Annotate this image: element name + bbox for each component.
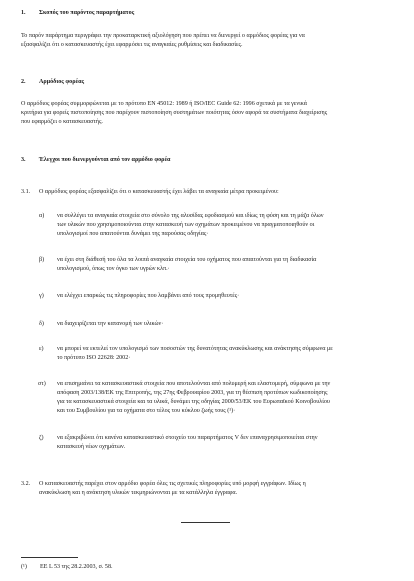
- section-1-number: 1.: [21, 10, 26, 16]
- item-b-label: β): [39, 257, 45, 263]
- section-1-line-1: Το παρόν παράρτημα περιγράφει την προκαταρκτική αξιολόγηση που πρέπει να διενεργεί ο αρμόδιος φορέας για να: [21, 33, 305, 39]
- paragraph-3-1-intro: Ο αρμόδιος φορέας εξασφαλίζει ότι ο κατασκευαστής έχει λάβει τα αναγκαία μέτρα προκειμένου:: [39, 189, 279, 195]
- section-2-line-2: κριτήρια για φορείς πιστοποίησης που παρέχουν πιστοποίηση συστημάτων ποιότητας όσον αφορά τα συστήματα διαχείρισης: [21, 110, 328, 116]
- footnote-text: ΕΕ L 53 της 28.2.2003, σ. 58.: [40, 564, 113, 570]
- item-a-label: α): [39, 213, 45, 219]
- item-g-label: ζ): [39, 435, 44, 441]
- section-2-number: 2.: [21, 79, 26, 85]
- item-a-line-1: να συλλέγει τα αναγκαία στοιχεία στο σύνολο της αλυσίδας εφοδιασμού και ιδίως τη φύση και τη μάζα όλων: [57, 213, 324, 219]
- item-e-line-2: το πρότυπο ISO 22628: 2002·: [57, 355, 131, 361]
- paragraph-3-2-line-2: ανακύκλωση και η ανάκτηση υλικών τεκμηριώνονται με τα κατάλληλα έγγραφα.: [39, 490, 238, 496]
- item-e-line-1: να μπορεί να εκτελεί τον υπολογισμό των ποσοστών της δυνατότητας ανακύκλωσης και ανάκτησης σύμφωνα με: [57, 346, 333, 352]
- item-f-label: στ): [38, 381, 46, 387]
- section-2-line-1: Ο αρμόδιος φορέας συμμορφώνεται με το πρότυπο EN 45012: 1989 ή ISO/IEC Guide 62: 1996 σχετικά με τα γενικά: [21, 101, 307, 107]
- item-d-label: δ): [39, 321, 44, 327]
- item-f-line-3: για τα κατασκευαστικά στοιχεία και τα υλικά, δυνάμει της οδηγίας 2000/53/ΕΚ του Ευρωπαϊκού Κοινοβουλίου: [57, 399, 330, 405]
- end-separator-rule: [181, 522, 230, 523]
- paragraph-3-2-number: 3.2.: [21, 481, 31, 487]
- section-1-heading: Σκοπός του παρόντος παραρτήματος: [39, 10, 135, 16]
- section-2-heading: Αρμόδιος φορέας: [39, 79, 85, 85]
- item-c-label: γ): [39, 293, 44, 299]
- item-a-line-2: των υλικών που χρησιμοποιούνται στην κατασκευή των οχημάτων προκειμένου να πραγματοποιηθούν οι: [57, 222, 315, 228]
- item-b-line-2: υπολογισμού, όπως τον όγκο των υγρών κλπ.·: [57, 266, 170, 272]
- item-f-line-4: και του Συμβουλίου για τα οχήματα στο τέλος του κύκλου ζωής τους (¹)·: [57, 408, 236, 414]
- section-2-line-3: που εφαρμόζει ο κατασκευαστής.: [21, 119, 103, 125]
- paragraph-3-2-line-1: Ο κατασκευαστής παρέχει στον αρμόδιο φορέα όλες τις σχετικές πληροφορίες υπό μορφή εγγράφων. Ιδίως η: [39, 481, 306, 487]
- item-f-line-1: να επισημαίνει τα κατασκευαστικά στοιχεία που αποτελούνται από πολυμερή και ελαστομερή, σύμφωνα με την: [57, 381, 331, 387]
- section-1-line-2: εξασφαλίζει ότι ο κατασκευαστής έχει εφαρμόσει τις αναγκαίες ρυθμίσεις και διαδικασίες.: [21, 42, 243, 48]
- paragraph-3-1-number: 3.1.: [21, 189, 31, 195]
- footnote-marker: (¹): [21, 564, 27, 570]
- section-3-heading: Έλεγχοι που διενεργούνται από τον αρμόδιο φορέα: [39, 157, 171, 163]
- item-a-line-3: υπολογισμοί που απαιτούνται δυνάμει της παρούσας οδηγίας·: [57, 231, 209, 237]
- footnote-rule: [21, 557, 78, 558]
- item-c-line-1: να ελέγχει επαρκώς τις πληροφορίες που λαμβάνει από τους προμηθευτές·: [57, 293, 240, 299]
- item-g-line-1: να εξακριβώνει ότι κανένα κατασκευαστικό στοιχείο του παραρτήματος V δεν επαναχρησιμοποιείται στην: [57, 435, 318, 441]
- section-3-number: 3.: [21, 157, 26, 163]
- item-e-label: ε): [39, 346, 44, 352]
- item-g-line-2: κατασκευή νέων οχημάτων.: [57, 444, 126, 450]
- item-f-line-2: απόφαση 2003/138/ΕΚ της Επιτροπής, της 27ης Φεβρουαρίου 2003, για τη θέσπιση προτύπων κωδικοποίησης: [57, 390, 328, 396]
- item-d-line-1: να διαχειρίζεται την κατανομή των υλικών·: [57, 321, 164, 327]
- item-b-line-1: να έχει στη διάθεσή του όλα τα λοιπά αναγκαία στοιχεία του οχήματος που απαιτούνται για τη διαδικασία: [57, 257, 317, 263]
